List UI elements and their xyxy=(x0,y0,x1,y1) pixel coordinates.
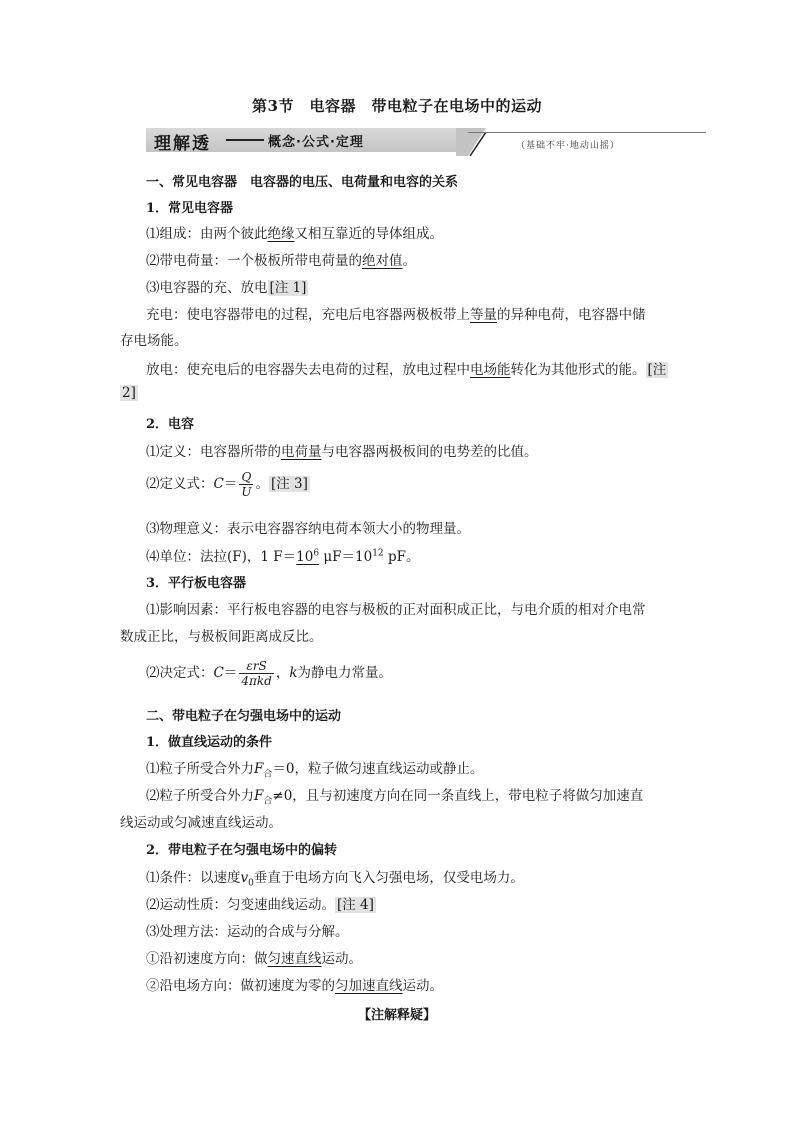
section-heading-2: 二、带电粒子在匀强电场中的运动 xyxy=(146,709,342,724)
subheading-linear-motion: 1．做直线运动的条件 xyxy=(146,735,273,750)
section-heading-1: 一、常见电容器 电容器的电压、电荷量和电容的关系 xyxy=(146,175,459,190)
banner-label xyxy=(146,128,468,152)
banner-slant-icon xyxy=(456,126,486,156)
note-4: [注 4] xyxy=(337,897,374,913)
line-charge-discharge: ⑶电容器的充、放电 [注 1] xyxy=(146,280,307,296)
note-3: [注 3] xyxy=(270,476,308,492)
subheading-capacitor: 1．常见电容器 xyxy=(146,201,234,216)
line-definition-formula: ⑵定义式：C＝ $\frac{Q}{U}$ 。 [注 3] xyxy=(146,470,308,499)
formula-parallel-plate: $\frac{\text{εrS}}{\text{4πkd}}$ xyxy=(241,659,272,688)
line-method: ⑶处理方法：运动的合成与分解。 xyxy=(146,924,349,940)
line-charging: 充电：使电容器带电的过程，充电后电容器两极板带上等量的异种电荷，电容器中储 xyxy=(146,307,646,323)
line-definition: ⑴定义：电容器所带的电荷量与电容器两极板间的电势差的比值。 xyxy=(146,444,538,460)
line-discharging-cont: 2] xyxy=(122,385,136,401)
line-motion-nature: ⑵运动性质：匀变速曲线运动。 [注 4] xyxy=(146,897,374,913)
line-factors: ⑴影响因素：平行板电容器的电容与极板的正对面积成正比，与电介质的相对介电常 xyxy=(146,602,646,618)
line-nonzero-force-cont: 线运动或匀减速直线运动。 xyxy=(120,815,282,831)
banner-main: 理解透 xyxy=(154,134,211,154)
subheading-parallel-plate: 3．平行板电容器 xyxy=(146,576,247,591)
line-factors-cont: 数成正比，与极板间距离成反比。 xyxy=(120,629,323,645)
page-title: 第3节 电容器 带电粒子在电场中的运动 xyxy=(252,97,542,115)
note-2: [注 xyxy=(647,362,667,378)
subheading-deflection: 2．带电粒子在匀强电场中的偏转 xyxy=(146,843,338,858)
line-physical-meaning: ⑶物理意义：表示电容器容纳电荷本领大小的物理量。 xyxy=(146,521,470,537)
line-determining-formula: ⑵决定式：C＝ $\frac{\text{εrS}}{\text{4πkd}}$ ，k为静电力常量。 xyxy=(146,659,393,688)
notes-heading: 【注解释疑】 xyxy=(357,1008,436,1023)
line-discharging: 放电：使充电后的电容器失去电荷的过程，放电过程中电场能转化为其他形式的能。 [注 xyxy=(146,362,667,378)
line-condition: ⑴条件：以速度$v_0$垂直于电场方向飞入匀强电场，仅受电场力。 xyxy=(146,870,524,889)
line-field-direction: ②沿电场方向：做初速度为零的匀加速直线运动。 xyxy=(146,978,443,994)
note-1: [注 1] xyxy=(269,280,307,296)
line-composition: ⑴组成：由两个彼此绝缘又相互靠近的导体组成。 xyxy=(146,226,443,242)
line-initial-direction: ①沿初速度方向：做匀速直线运动。 xyxy=(146,951,362,967)
line-nonzero-force: ⑵粒子所受合外力$F_合\ne 0$，且与初速度方向在同一条直线上，带电粒子将做匀加速直 xyxy=(146,788,644,807)
line-charging-cont: 存电场能。 xyxy=(120,333,188,349)
line-zero-force: ⑴粒子所受合外力$F_合=0$，粒子做匀速直线运动或静止。 xyxy=(146,761,484,780)
line-unit: ⑷单位：法拉(F)，1 $F=10^6$ $\mu F=10^{12}$ pF。 xyxy=(146,548,420,565)
subheading-capacitance: 2．电容 xyxy=(146,417,195,432)
section-banner xyxy=(146,126,706,158)
line-charge: ⑵带电荷量：一个极板所带电荷量的绝对值。 xyxy=(146,253,416,269)
banner-note: （基础不牢·地动山摇） xyxy=(516,141,620,151)
banner-rule xyxy=(468,132,706,133)
banner-dash xyxy=(226,139,264,141)
formula-q-over-u: $\frac{Q}{U}$ xyxy=(241,470,252,499)
banner-sub: 概念·公式·定理 xyxy=(268,135,364,150)
